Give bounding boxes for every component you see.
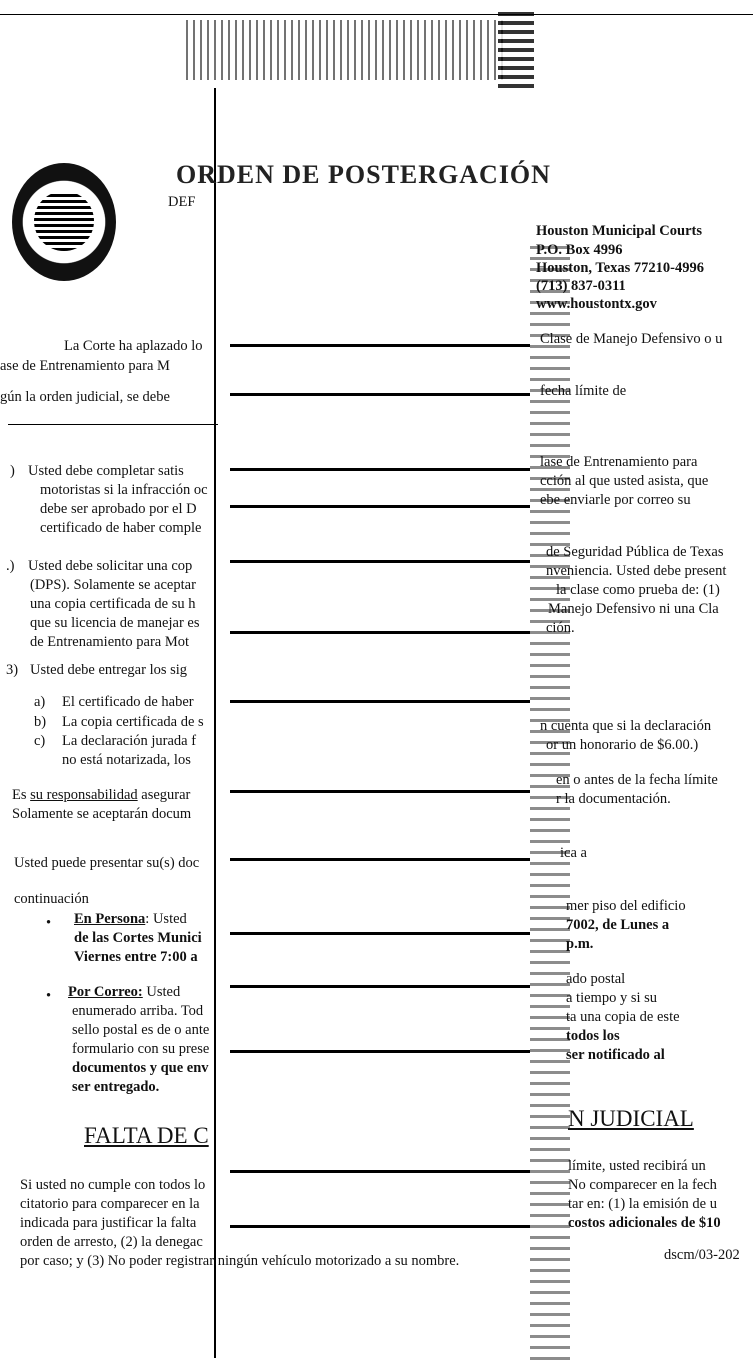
item2-right: la clase como prueba de: (1) bbox=[556, 582, 720, 598]
redaction-bar bbox=[230, 1225, 530, 1228]
por-correo-right3: ta una copia de este bbox=[566, 1009, 680, 1025]
por-correo-right4: todos los bbox=[566, 1028, 620, 1044]
page-subtitle: DEF bbox=[168, 194, 196, 210]
responsibility-post: asegurar bbox=[137, 787, 191, 803]
item3-line: Usted debe entregar los sig bbox=[30, 662, 188, 678]
subitem-c-right: or un honorario de $6.00.) bbox=[546, 737, 699, 753]
redaction-bar bbox=[230, 1050, 530, 1053]
item1-line: Usted debe completar satis bbox=[28, 463, 184, 479]
redaction-bar bbox=[230, 468, 530, 471]
item2-right: ción. bbox=[546, 620, 575, 636]
website: www.houstontx.gov bbox=[536, 296, 657, 312]
en-persona-line3: Viernes entre 7:00 a bbox=[74, 949, 198, 965]
responsibility-emphasis: su responsabilidad bbox=[30, 787, 138, 803]
redaction-strip bbox=[214, 88, 534, 1358]
por-correo-after: Usted bbox=[142, 984, 181, 1000]
por-correo-right1: ado postal bbox=[566, 971, 626, 987]
redaction-bar bbox=[230, 858, 530, 861]
item3-number: 3) bbox=[6, 662, 19, 678]
item1-right: cción al que usted asista, que bbox=[540, 473, 709, 489]
present-right: ica a bbox=[560, 845, 587, 861]
present-continuation: continuación bbox=[14, 891, 89, 907]
document-code: dscm/03-202 bbox=[664, 1247, 740, 1263]
item1-right: ebe enviarle por correo su bbox=[540, 492, 691, 508]
en-persona-right2: 7002, de Lunes a bbox=[566, 917, 670, 933]
city-seal-icon bbox=[12, 163, 116, 281]
subitem-c-text2: no está notarizada, los bbox=[62, 752, 191, 768]
item2-line: que su licencia de manejar es bbox=[30, 615, 200, 631]
redaction-bar bbox=[230, 505, 530, 508]
por-correo-line6: ser entregado. bbox=[72, 1079, 160, 1095]
item1-right: lase de Entrenamiento para bbox=[540, 454, 698, 470]
item2-right: de Seguridad Pública de Texas bbox=[546, 544, 724, 560]
por-correo-line4: formulario con su prese bbox=[72, 1041, 210, 1057]
item2-right: Manejo Defensivo ni una Cla bbox=[548, 601, 719, 617]
redaction-bar bbox=[230, 1170, 530, 1173]
intro-line1-right: Clase de Manejo Defensivo o u bbox=[540, 331, 723, 347]
failure-line4-right: costos adicionales de $10 bbox=[568, 1215, 721, 1231]
subitem-c-letter: c) bbox=[34, 733, 46, 749]
failure-heading-right: N JUDICIAL bbox=[568, 1106, 694, 1131]
phone: (713) 837-0311 bbox=[536, 278, 626, 294]
subitem-b-text: La copia certificada de s bbox=[62, 714, 204, 730]
por-correo-line2: enumerado arriba. Tod bbox=[72, 1003, 204, 1019]
redaction-bar bbox=[230, 631, 530, 634]
subitem-c-text: La declaración jurada f bbox=[62, 733, 197, 749]
failure-line1-right: límite, usted recibirá un bbox=[568, 1158, 706, 1174]
item2-line: de Entrenamiento para Mot bbox=[30, 634, 190, 650]
en-persona-after: : Usted bbox=[145, 911, 187, 927]
scan-noise-top bbox=[186, 20, 506, 80]
responsibility-line2-right: r la documentación. bbox=[556, 791, 671, 807]
item2-number: .) bbox=[6, 558, 15, 574]
page-title: ORDEN DE POSTERGACIÓN bbox=[176, 160, 551, 189]
responsibility-line1 bbox=[12, 786, 190, 804]
redaction-bar bbox=[230, 344, 530, 347]
item2-line: una copia certificada de su h bbox=[30, 596, 196, 612]
redaction-bar bbox=[230, 932, 530, 935]
bullet-en-persona bbox=[74, 910, 187, 928]
failure-line1: Si usted no cumple con todos lo bbox=[20, 1177, 206, 1193]
bullet-icon: • bbox=[46, 988, 52, 1004]
top-rule bbox=[0, 14, 753, 15]
failure-line2-right: No comparecer en la fech bbox=[568, 1177, 717, 1193]
intro-underline bbox=[8, 424, 218, 425]
subitem-b-letter: b) bbox=[34, 714, 47, 730]
redaction-bar bbox=[230, 790, 530, 793]
item1-line: certificado de haber comple bbox=[40, 520, 202, 536]
por-correo-line5: documentos y que env bbox=[72, 1060, 209, 1076]
subitem-a-letter: a) bbox=[34, 694, 46, 710]
intro-line2-left: ase de Entrenamiento para M bbox=[0, 358, 170, 374]
subitem-a-text: El certificado de haber bbox=[62, 694, 194, 710]
responsibility-right: en o antes de la fecha límite bbox=[556, 772, 718, 788]
item2-right: nveniencia. Usted debe present bbox=[546, 563, 727, 579]
failure-line5: por caso; y (3) No poder registrar ningún vehículo motorizado a su nombre. bbox=[20, 1253, 460, 1269]
item1-line: motoristas si la infracción oc bbox=[40, 482, 208, 498]
por-correo-right2: a tiempo y si su bbox=[566, 990, 658, 1006]
city-state-zip: Houston, Texas 77210-4996 bbox=[536, 260, 704, 276]
redaction-bar bbox=[230, 700, 530, 703]
por-correo-label: Por Correo: bbox=[68, 984, 143, 1000]
court-name: Houston Municipal Courts bbox=[536, 223, 702, 239]
en-persona-right3: p.m. bbox=[566, 936, 594, 952]
intro-line3-left: gún la orden judicial, se debe bbox=[0, 389, 170, 405]
por-correo-line3: sello postal es de o ante bbox=[72, 1022, 210, 1038]
item2-line: (DPS). Solamente se aceptar bbox=[30, 577, 196, 593]
en-persona-label: En Persona bbox=[74, 911, 146, 927]
por-correo-right5: ser notificado al bbox=[566, 1047, 665, 1063]
item1-line: debe ser aprobado por el D bbox=[40, 501, 197, 517]
po-box: P.O. Box 4996 bbox=[536, 242, 623, 258]
en-persona-right1: mer piso del edificio bbox=[566, 898, 686, 914]
redaction-bar bbox=[230, 985, 530, 988]
intro-line3-right: fecha límite de bbox=[540, 383, 627, 399]
en-persona-line2: de las Cortes Munici bbox=[74, 930, 202, 946]
failure-line3-right: tar en: (1) la emisión de u bbox=[568, 1196, 717, 1212]
item2-line: Usted debe solicitar una cop bbox=[28, 558, 193, 574]
redaction-bar bbox=[230, 560, 530, 563]
item1-number: ) bbox=[10, 463, 15, 479]
subitem-b-right: n cuenta que si la declaración bbox=[540, 718, 712, 734]
failure-line4: orden de arresto, (2) la denegac bbox=[20, 1234, 203, 1250]
redaction-bar bbox=[230, 393, 530, 396]
failure-heading-left: FALTA DE C bbox=[84, 1123, 209, 1148]
bullet-por-correo bbox=[68, 983, 180, 1001]
failure-line2: citatorio para comparecer en la bbox=[20, 1196, 200, 1212]
bullet-icon: • bbox=[46, 915, 52, 931]
intro-line1-left: La Corte ha aplazado lo bbox=[64, 338, 203, 354]
responsibility-pre: Es bbox=[12, 787, 31, 803]
responsibility-line2: Solamente se aceptarán docum bbox=[12, 806, 192, 822]
failure-line3: indicada para justificar la falta bbox=[20, 1215, 197, 1231]
present-line: Usted puede presentar su(s) doc bbox=[14, 855, 200, 871]
